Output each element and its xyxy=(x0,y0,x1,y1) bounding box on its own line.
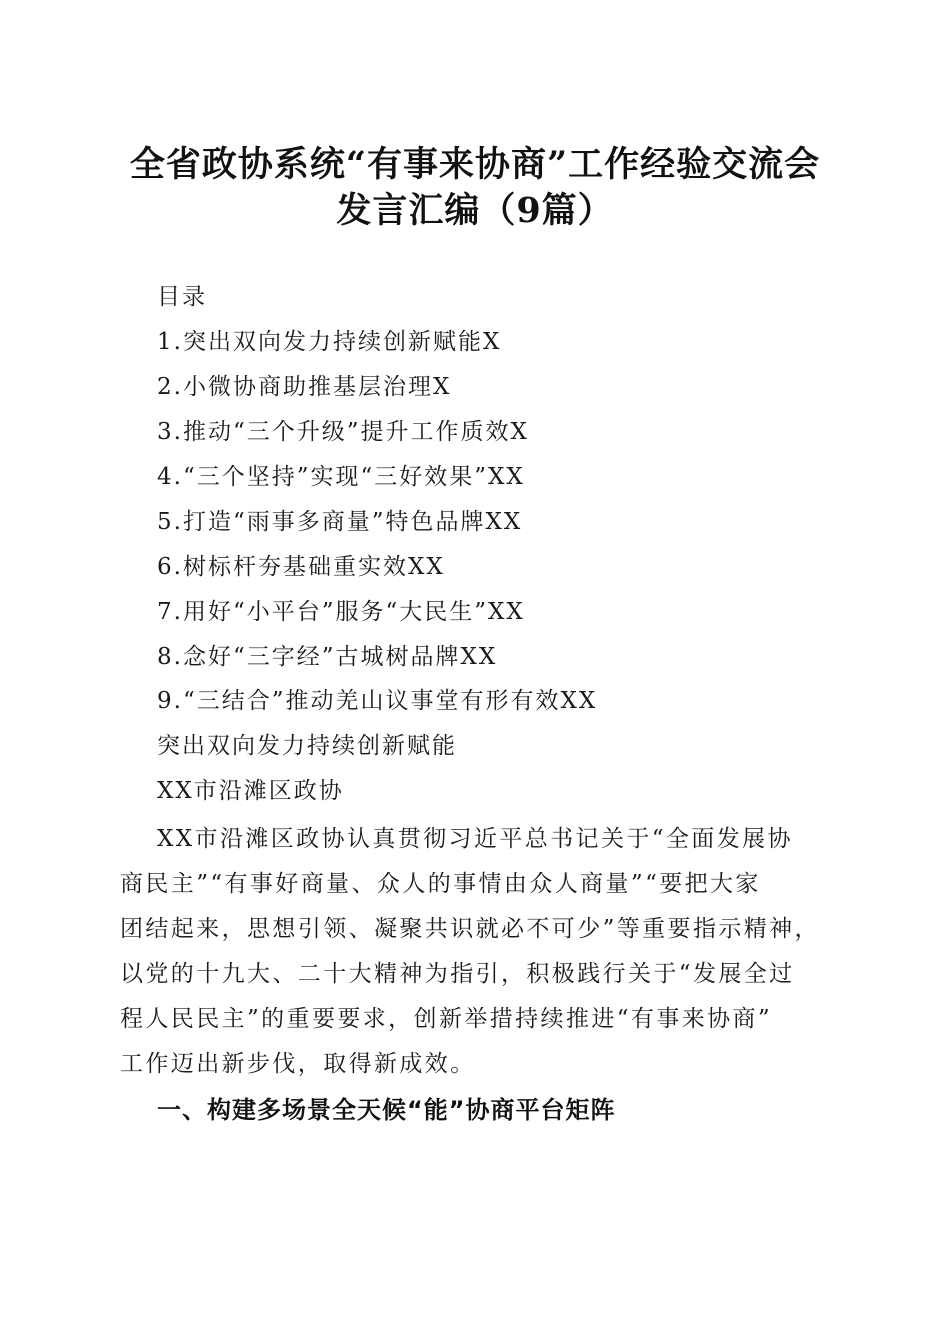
article-title: 突出双向发力持续创新赋能 xyxy=(157,733,457,759)
body-line-4: 以党的十九大、二十大精神为指引，积极践行关于“发展全过 xyxy=(120,961,795,987)
toc-item-2: 2.小微协商助推基层治理X xyxy=(157,374,452,400)
document-title-line-2: 发言汇编（9篇） xyxy=(336,190,614,231)
document-title-line-1: 全省政协系统“有事来协商”工作经验交流会 xyxy=(129,144,821,185)
toc-item-7: 7.用好“小平台”服务“大民生”XX xyxy=(157,599,525,625)
section-heading: 一、构建多场景全天候“能”协商平台矩阵 xyxy=(157,1096,616,1124)
toc-label: 目录 xyxy=(157,284,207,310)
body-line-6: 工作迈出新步伐，取得新成效。 xyxy=(120,1051,476,1077)
toc-item-6: 6.树标杆夯基础重实效XX xyxy=(157,554,445,580)
body-line-3: 团结起来，思想引领、凝聚共识就必不可少”等重要指示精神， xyxy=(120,916,820,942)
toc-item-8: 8.念好“三字经”古城树品牌XX xyxy=(157,644,498,670)
toc-item-1: 1.突出双向发力持续创新赋能X xyxy=(157,329,502,355)
toc-item-4: 4.“三个坚持”实现“三好效果”XX xyxy=(157,464,525,490)
toc-item-3: 3.推动“三个升级”提升工作质效X xyxy=(157,419,529,445)
body-line-2: 商民主”“有事好商量、众人的事情由众人商量”“要把大家 xyxy=(120,871,761,897)
body-line-5: 程人民民主”的重要要求，创新举措持续推进“有事来协商” xyxy=(120,1006,773,1032)
body-line-1: XX市沿滩区政协认真贯彻习近平总书记关于“全面发展协 xyxy=(157,826,793,852)
article-author: XX市沿滩区政协 xyxy=(157,778,344,804)
toc-item-9: 9.“三结合”推动羌山议事堂有形有效XX xyxy=(157,688,598,714)
toc-item-5: 5.打造“雨事多商量”特色品牌XX xyxy=(157,509,523,535)
